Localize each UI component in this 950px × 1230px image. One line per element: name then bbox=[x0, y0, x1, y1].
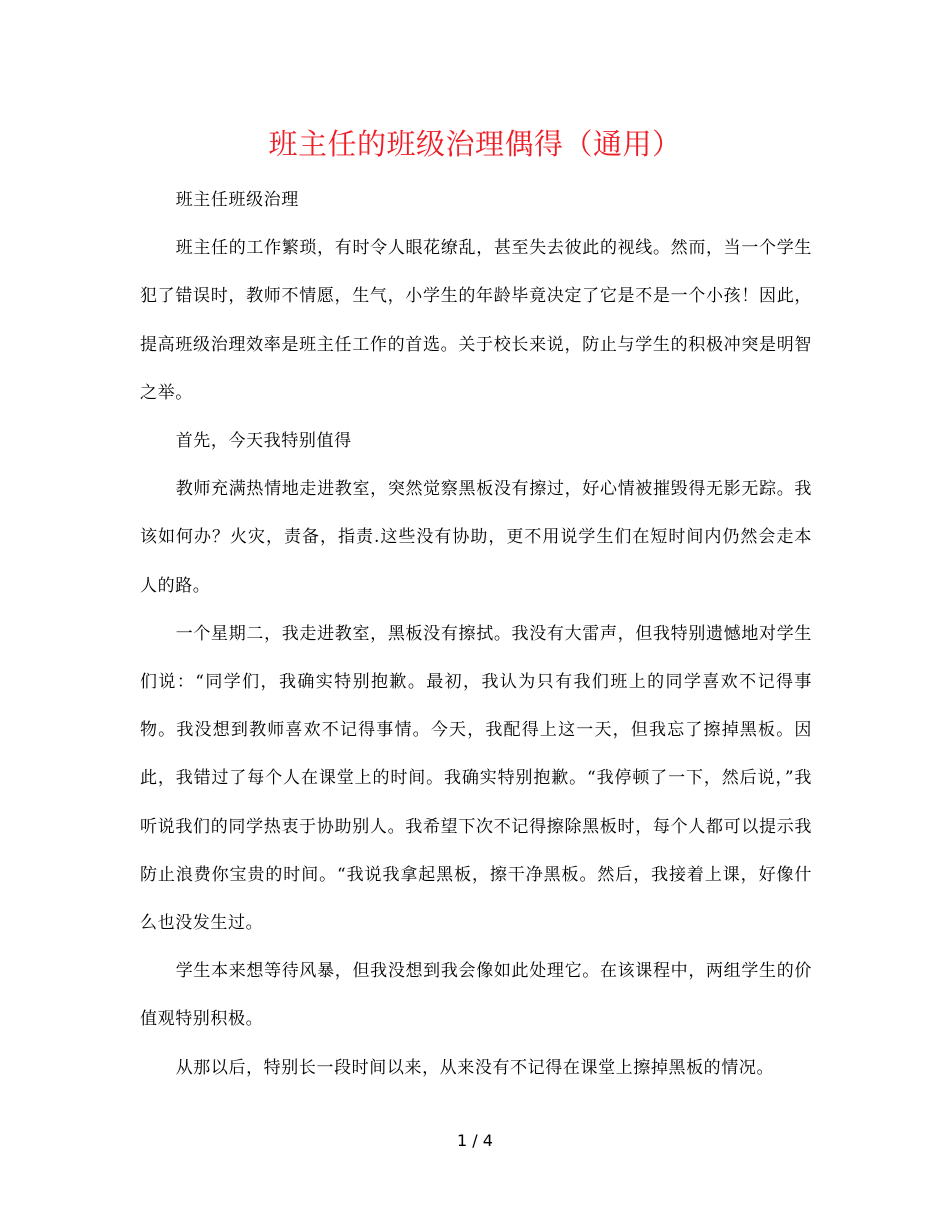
document-title: 班主任的班级治理偶得（通用） bbox=[268, 127, 682, 161]
paragraph: 学生本来想等待风暴，但我没想到我会像如此处理它。在该课程中，两组学生的价值观特别积极。 bbox=[140, 961, 812, 1030]
paragraph: 首先，今天我特别值得 bbox=[175, 431, 352, 452]
paragraph: 从那以后，特别长一段时间以来，从来没有不记得在课堂上擦掉黑板的情况。 bbox=[175, 1057, 775, 1078]
paragraph: 教师充满热情地走进教室，突然觉察黑板没有擦过，好心情被摧毁得无影无踪。我该如何办？火灾，责备，指责.这些没有协助，更不用说学生们在短时间内仍然会走本人的路。 bbox=[140, 479, 812, 596]
paragraph: 班主任班级治理 bbox=[175, 190, 299, 210]
page-number: 1 / 4 bbox=[457, 1131, 493, 1150]
paragraph: 班主任的工作繁琐，有时令人眼花缭乱，甚至失去彼此的视线。然而，当一个学生犯了错误时，教师不情愿，生气，小学生的年龄毕竟决定了它是不是一个小孩！因此，提高班级治理效率是班主任工作的首选。关于校长来说，防止与学生的积极冲突是明智之举。 bbox=[140, 238, 812, 403]
paragraph: 一个星期二，我走进教室，黑板没有擦拭。我没有大雷声，但我特别遗憾地对学生们说：“同学们，我确实特别抱歉。最初，我认为只有我们班上的同学喜欢不记得事物。我没想到教师喜欢不记得事情。今天，我配得上这一天，但我忘了擦掉黑板。因此，我错过了每个人在课堂上的时间。我确实特别抱歉。“我停顿了一下，然后说，”我听说我们的同学热衷于协助别人。我希望下次不记得擦除黑板时，每个人都可以提示我防止浪费你宝贵的时间。“我说我拿起黑板，擦干净黑板。然后，我接着上课，好像什么也没发生过。 bbox=[140, 623, 812, 934]
document-body bbox=[140, 176, 812, 1092]
